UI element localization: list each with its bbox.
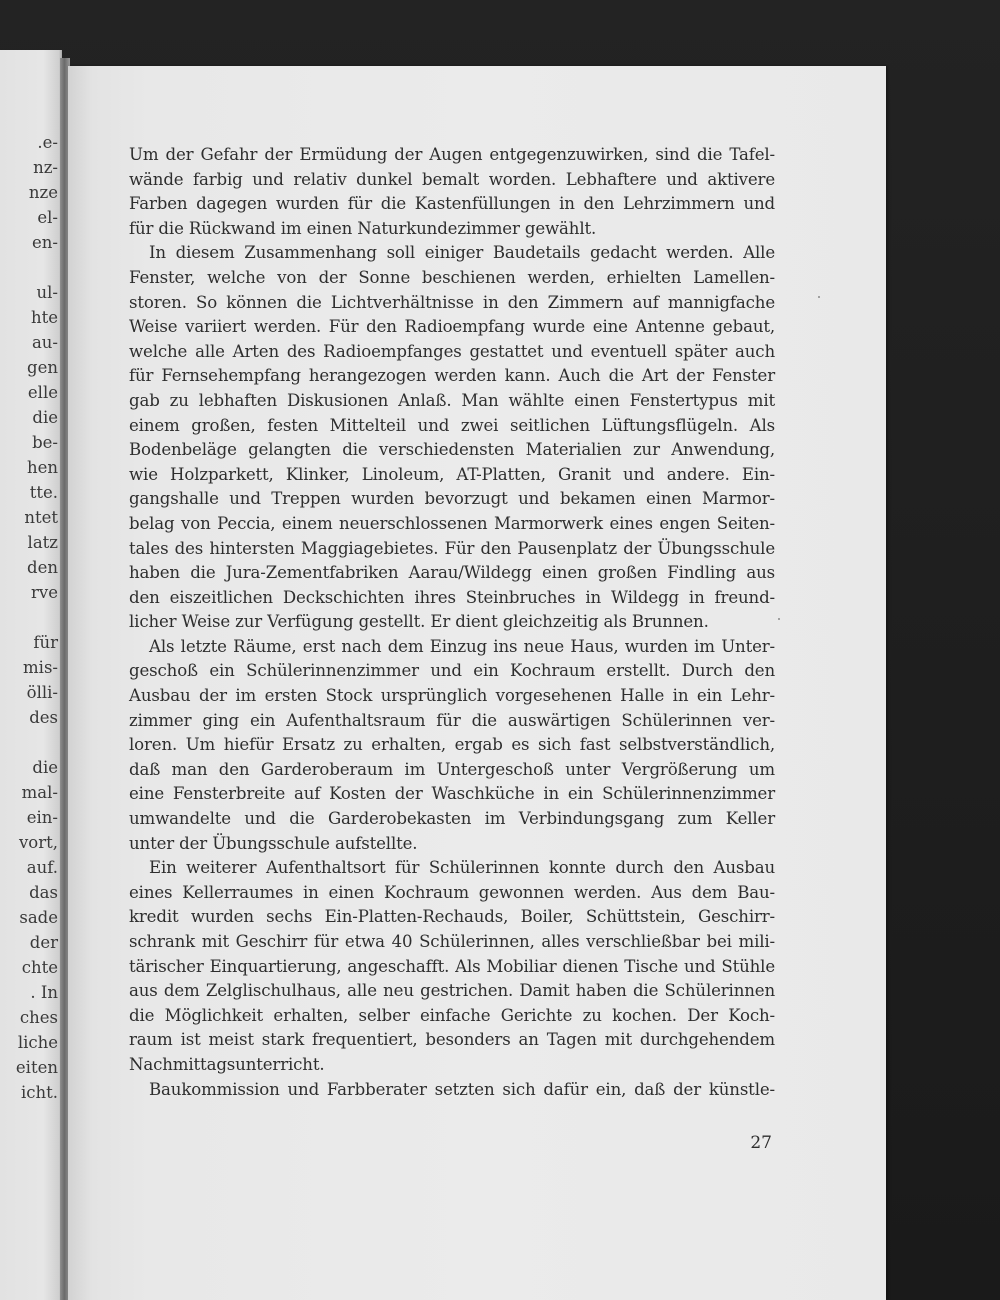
text-line: aus dem Zelglischulhaus, alle neu gestrichen. Damit haben die Schülerinnen [129, 981, 775, 1001]
previous-page-line-fragment: ölli- [26, 683, 58, 702]
text-line: loren. Um hiefür Ersatz zu erhalten, ergab es sich fast selbstverständlich, [129, 735, 775, 755]
previous-page-line-fragment: .e- [37, 133, 58, 152]
text-line: storen. So können die Lichtverhältnisse in den Zimmern auf mannigfache [129, 292, 775, 312]
previous-page-line-fragment: des [29, 708, 58, 727]
previous-page-line-fragment: mis- [23, 658, 58, 677]
text-line: kredit wurden sechs Ein-Platten-Rechauds, Boiler, Schüttstein, Geschirr- [129, 907, 775, 927]
text-line: tärischer Einquartierung, angeschafft. Als Mobiliar dienen Tische und Stühle [129, 956, 775, 976]
text-line: Farben dagegen wurden für die Kastenfüllungen in den Lehrzimmern und [129, 194, 775, 214]
text-line: für Fernsehempfang herangezogen werden kann. Auch die Art der Fenster [129, 366, 775, 386]
body-text [129, 143, 775, 1102]
text-line: schrank mit Geschirr für etwa 40 Schülerinnen, alles verschließbar bei mili- [129, 932, 775, 951]
previous-page-edge [0, 50, 62, 1300]
previous-page-line-fragment: der [29, 933, 58, 952]
previous-page-line-fragment: be- [32, 433, 58, 452]
previous-page-line-fragment: sade [19, 908, 58, 927]
text-line: raum ist meist stark frequentiert, besonders an Tagen mit durchgehendem [129, 1030, 775, 1050]
previous-page-line-fragment: icht. [20, 1083, 58, 1102]
text-line: einem großen, festen Mittelteil und zwei seitlichen Lüftungsflügeln. Als [129, 415, 775, 435]
previous-page-line-fragment: das [29, 883, 58, 902]
paper-speck [778, 618, 780, 620]
text-line: Bodenbeläge gelangten die verschiedensten Materialien zur Anwendung, [129, 440, 775, 460]
text-line: wie Holzparkett, Klinker, Linoleum, AT-Platten, Granit und andere. Ein- [129, 464, 775, 484]
text-line: Baukommission und Farbberater setzten sich dafür ein, daß der künstle- [149, 1079, 775, 1099]
text-line: haben die Jura-Zementfabriken Aarau/Wildegg einen großen Findling aus [129, 563, 775, 583]
previous-page-line-fragment: rve [31, 583, 58, 602]
previous-page-line-fragment: ntet [24, 508, 58, 527]
text-line: den eiszeitlichen Deckschichten ihres Steinbruches in Wildegg in freund- [129, 587, 775, 607]
previous-page-line-fragment: auf. [26, 858, 58, 877]
text-line: geschoß ein Schülerinnenzimmer und ein Kochraum erstellt. Durch den [129, 661, 775, 681]
text-line: Um der Gefahr der Ermüdung der Augen entgegenzuwirken, sind die Tafel- [129, 145, 775, 164]
text-line: Nachmittagsunterricht. [129, 1054, 325, 1074]
text-line: wände farbig und relativ dunkel bemalt worden. Lebhaftere und aktivere [129, 169, 775, 189]
previous-page-line-fragment: latz [27, 533, 58, 552]
text-line: Ein weiterer Aufenthaltsort für Schülerinnen konnte durch den Ausbau [149, 858, 775, 878]
text-line: Weise variiert werden. Für den Radioempfang wurde eine Antenne gebaut, [129, 317, 775, 337]
text-line: Ausbau der im ersten Stock ursprünglich vorgesehenen Halle in ein Lehr- [129, 686, 775, 706]
previous-page-line-fragment: en- [32, 233, 58, 252]
text-line: tales des hintersten Maggiagebietes. Für den Pausenplatz der Übungsschule [129, 538, 775, 558]
previous-page-line-fragment: hte [30, 308, 58, 327]
text-line: In diesem Zusammenhang soll einiger Baudetails gedacht werden. Alle [149, 243, 775, 263]
text-line: eine Fensterbreite auf Kosten der Waschküche in ein Schülerinnenzimmer [129, 784, 775, 804]
previous-page-line-fragment: ein- [26, 808, 58, 827]
previous-page-line-fragment: el- [37, 208, 58, 227]
text-line: gangshalle und Treppen wurden bevorzugt und bekamen einen Marmor- [129, 489, 775, 509]
previous-page-line-fragment: liche [17, 1033, 58, 1052]
previous-page-line-fragment: ul- [36, 283, 58, 302]
text-line: gab zu lebhaften Diskusionen Anlaß. Man wählte einen Fenstertypus mit [129, 390, 775, 410]
previous-page-line-fragment: nz- [33, 158, 58, 177]
text-line: Fenster, welche von der Sonne beschienen werden, erhielten Lamellen- [129, 267, 775, 287]
text-line: für die Rückwand im einen Naturkundezimmer gewählt. [129, 218, 597, 238]
paper-speck [818, 296, 820, 298]
previous-page-line-fragment: eiten [15, 1058, 58, 1077]
text-line: belag von Peccia, einem neuerschlossenen Marmorwerk eines engen Seiten- [129, 513, 775, 533]
text-line: daß man den Garderoberaum im Untergeschoß unter Vergrößerung um [129, 759, 775, 779]
previous-page-line-fragment: hen [26, 458, 58, 477]
previous-page-line-fragment: den [27, 558, 58, 577]
previous-page-line-fragment: die [32, 758, 58, 777]
previous-page-line-fragment: nze [28, 183, 58, 202]
previous-page-line-fragment: gen [27, 358, 58, 377]
previous-page-line-fragment: für [33, 633, 58, 652]
previous-page-line-fragment: chte [21, 958, 58, 977]
previous-page-line-fragment: ches [19, 1008, 58, 1027]
text-line: Als letzte Räume, erst nach dem Einzug ins neue Haus, wurden im Unter- [149, 636, 775, 656]
text-line: zimmer ging ein Aufenthaltsraum für die auswärtigen Schülerinnen ver- [129, 710, 775, 730]
text-line: licher Weise zur Verfügung gestellt. Er dient gleichzeitig als Brunnen. [129, 612, 709, 632]
previous-page-line-fragment: die [32, 408, 58, 427]
text-line: umwandelte und die Garderobekasten im Verbindungsgang zum Keller [129, 809, 775, 829]
page-number: 27 [750, 1133, 772, 1153]
previous-page-line-fragment: tte. [29, 483, 58, 502]
previous-page-line-fragment: au- [31, 333, 58, 352]
text-line: die Möglichkeit erhalten, selber einfache Gerichte zu kochen. Der Koch- [129, 1005, 775, 1025]
previous-page-line-fragment: elle [27, 383, 58, 402]
previous-page-line-fragment: vort, [18, 833, 58, 852]
text-line: welche alle Arten des Radioempfanges gestattet und eventuell später auch [129, 341, 775, 361]
previous-page-line-fragment: mal- [21, 783, 58, 802]
previous-page-line-fragment: . In [30, 983, 58, 1002]
text-line: eines Kellerraumes in einen Kochraum gewonnen werden. Aus dem Bau- [129, 882, 775, 902]
current-page [68, 66, 886, 1300]
text-line: unter der Übungsschule aufstellte. [129, 833, 418, 853]
